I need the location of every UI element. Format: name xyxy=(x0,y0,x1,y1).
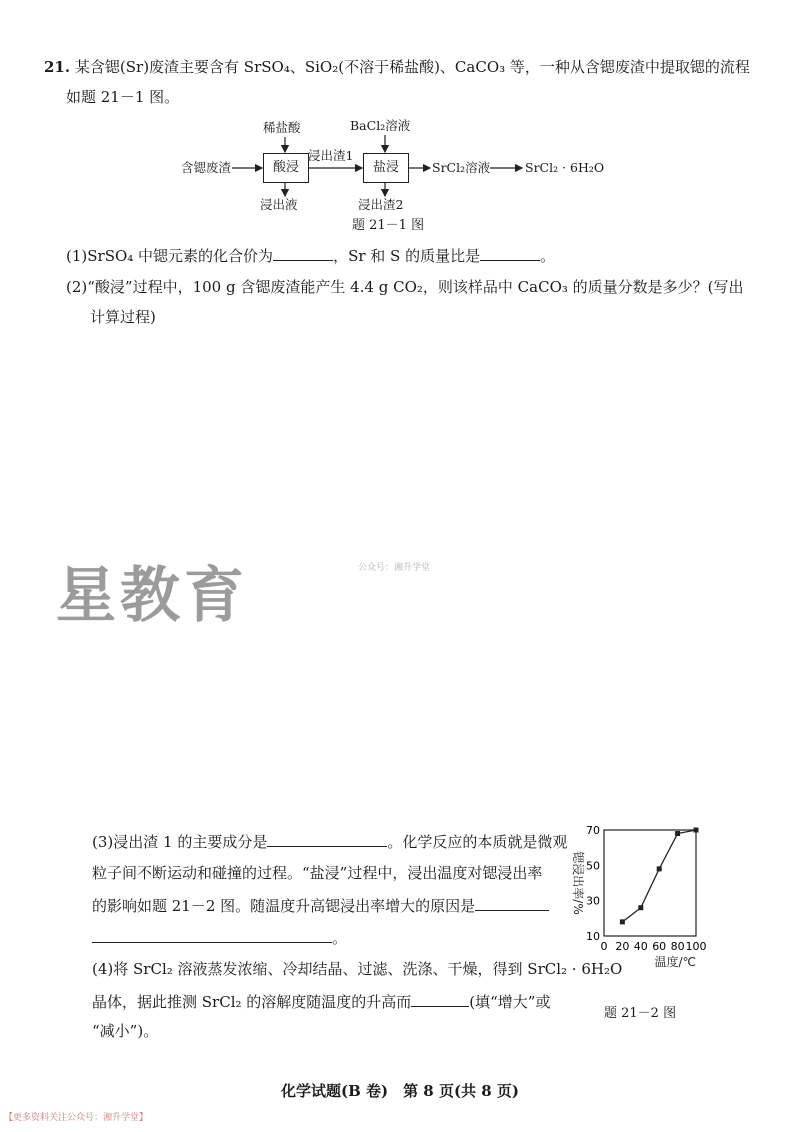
part-3-line-2: 粒子间不断运动和碰撞的过程。“盐浸”过程中，浸出温度对锶浸出率 xyxy=(92,864,543,882)
intro-line-1: 某含锶(Sr)废渣主要含有 SrSO₄、SiO₂(不溶于稀盐酸)、CaCO₃ 等，一种从含锶废渣中提取锶的流程 xyxy=(74,58,750,76)
chart-ylabel: 锶浸出率/% xyxy=(571,851,585,915)
chart-ytick-label: 70 xyxy=(586,824,600,837)
flowchart-caption: 题 21－1 图 xyxy=(352,218,425,233)
part-4-line-1: (4)将 SrCl₂ 溶液蒸发浓缩、冷却结晶、过滤、洗涤、干燥，得到 SrCl₂ · 6H₂O xyxy=(92,960,623,978)
answer-blank-1[interactable] xyxy=(273,244,333,261)
flowchart xyxy=(0,0,800,240)
chart-xtick-label: 0 xyxy=(600,940,608,953)
part-1-text-b: ，Sr 和 S 的质量比是 xyxy=(333,247,481,265)
chart-data-point xyxy=(638,905,643,910)
flow-box-acid-leach: 酸浸 xyxy=(263,153,309,183)
flow-input: 含锶废渣 xyxy=(181,160,232,175)
part-3-text-c: 的影响如题 21－2 图。随温度升高锶浸出率增大的原因是 xyxy=(92,897,476,915)
flow-mid-label: 浸出渣1 xyxy=(308,148,354,163)
answer-blank-4-cont[interactable] xyxy=(92,926,332,943)
chart-xlabel: 温度/℃ xyxy=(654,955,696,969)
answer-blank-5[interactable] xyxy=(411,990,469,1007)
intro-line-2: 如题 21－1 图。 xyxy=(66,88,180,106)
flow-out-1: 浸出液 xyxy=(260,197,298,212)
page-footer: 化学试题(B 卷) 第 8 页(共 8 页) xyxy=(280,1082,520,1100)
part-4-text-b: (填“增大”或 xyxy=(469,993,551,1011)
answer-blank-4[interactable] xyxy=(475,894,549,911)
flow-product: SrCl₂ · 6H₂O xyxy=(525,160,605,175)
chart-data-point xyxy=(657,866,662,871)
part-3-line-3 xyxy=(92,894,549,917)
answer-blank-2[interactable] xyxy=(480,244,540,261)
part-3-line-1 xyxy=(92,830,567,853)
part-3-text-d: 。 xyxy=(332,929,348,947)
chart-xtick-label: 100 xyxy=(685,940,707,953)
chart-ytick-label: 30 xyxy=(586,894,600,908)
corner-note: 【更多资料关注公众号：湘升学堂】 xyxy=(4,1113,149,1123)
question-number: 21. xyxy=(44,58,71,76)
part-3-line-4 xyxy=(92,926,347,949)
part-1-text-c: 。 xyxy=(540,247,556,265)
chart-xtick-label: 60 xyxy=(652,940,667,953)
leach-rate-chart xyxy=(560,820,720,1000)
part-3-text-b: 。化学反应的本质就是微观 xyxy=(387,833,568,851)
part-4-text-a: 晶体，据此推测 SrCl₂ 的溶解度随温度的升高而 xyxy=(92,993,412,1011)
part-4-line-3: “减小”)。 xyxy=(92,1022,159,1040)
chart-data-point xyxy=(620,919,625,924)
watermark-small: 公众号：湘升学堂 xyxy=(358,563,431,573)
chart-series-line xyxy=(622,830,696,922)
part-4-line-2 xyxy=(92,990,550,1013)
chart-caption: 题 21－2 图 xyxy=(604,1006,677,1021)
part-2-line-1: (2)“酸浸”过程中，100 g 含锶废渣能产生 4.4 g CO₂，则该样品中 CaCO₃ 的质量分数是多少？(写出 xyxy=(66,278,744,296)
chart-data-point xyxy=(675,831,680,836)
flow-reagent-2: BaCl₂溶液 xyxy=(350,118,411,133)
answer-blank-3[interactable] xyxy=(267,830,387,847)
flow-box-salt-leach: 盐浸 xyxy=(363,153,409,183)
watermark-logo: 星教育 xyxy=(56,561,248,631)
chart-xtick-label: 80 xyxy=(670,940,685,953)
part-3-text-a: (3)浸出渣 1 的主要成分是 xyxy=(92,833,268,851)
chart-ytick-label: 50 xyxy=(586,859,600,873)
chart-data-point xyxy=(694,828,699,833)
chart-xtick-label: 40 xyxy=(633,940,648,953)
flow-reagent-1: 稀盐酸 xyxy=(263,120,301,135)
flow-out-2: 浸出渣2 xyxy=(358,197,404,212)
part-1-text-a: (1)SrSO₄ 中锶元素的化合价为 xyxy=(66,247,274,265)
chart-xtick-label: 20 xyxy=(615,940,630,953)
chart-ytick-label: 10 xyxy=(586,930,600,943)
part-2-line-2: 计算过程) xyxy=(90,308,156,326)
chart-plot-area xyxy=(604,830,696,936)
part-1 xyxy=(66,244,555,267)
flow-solution: SrCl₂溶液 xyxy=(432,160,491,175)
